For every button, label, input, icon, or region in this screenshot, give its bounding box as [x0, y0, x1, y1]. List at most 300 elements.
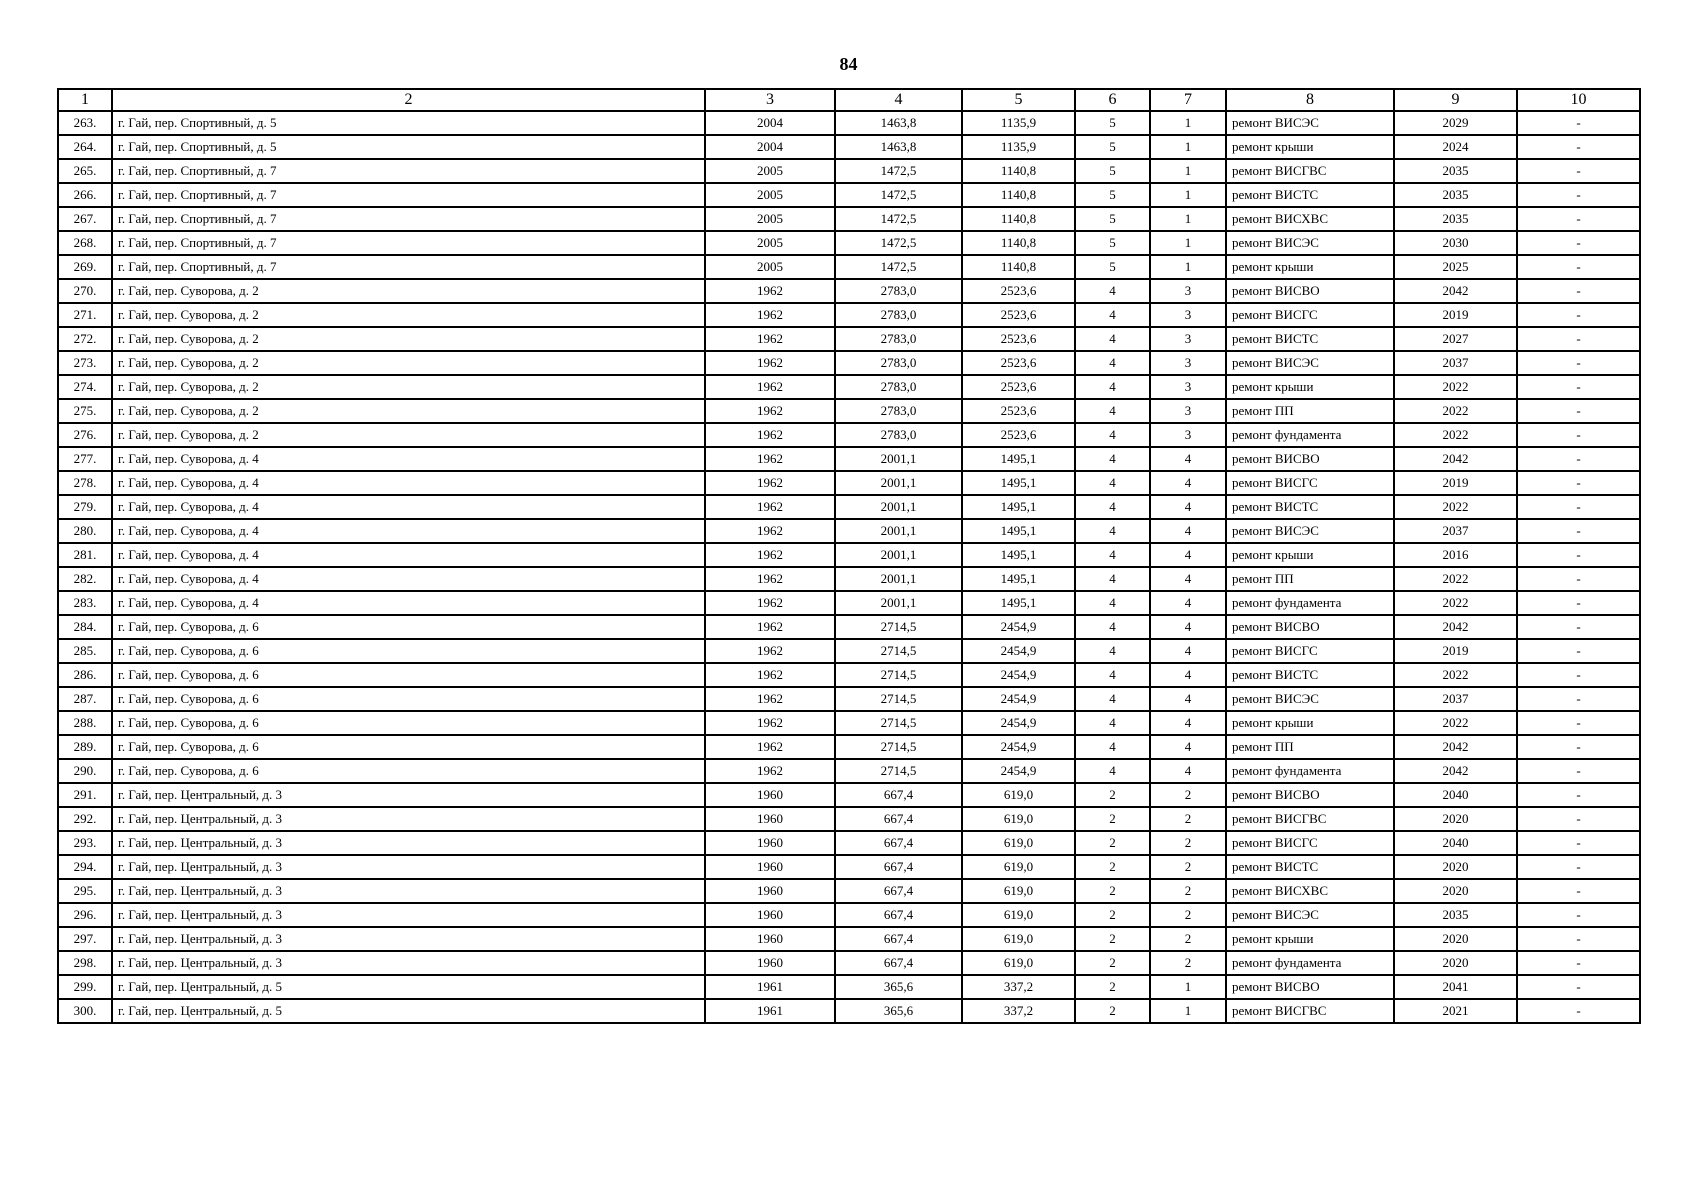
- row-number-cell: 291.: [58, 783, 112, 807]
- build-year-cell: 1960: [705, 783, 835, 807]
- entrances-cell: 4: [1150, 663, 1226, 687]
- work-type-cell: ремонт ВИСВО: [1226, 615, 1394, 639]
- work-type-cell: ремонт ВИСГС: [1226, 639, 1394, 663]
- floors-cell: 5: [1075, 255, 1150, 279]
- build-year-cell: 1962: [705, 687, 835, 711]
- repair-year-cell: 2042: [1394, 615, 1517, 639]
- entrances-cell: 1: [1150, 207, 1226, 231]
- floors-cell: 2: [1075, 975, 1150, 999]
- repair-year-cell: 2022: [1394, 567, 1517, 591]
- entrances-cell: 3: [1150, 303, 1226, 327]
- floors-cell: 4: [1075, 543, 1150, 567]
- living-area-cell: 1140,8: [962, 231, 1075, 255]
- repair-year-cell: 2022: [1394, 663, 1517, 687]
- table-row: [58, 447, 1640, 471]
- table-row: [58, 663, 1640, 687]
- row-number-cell: 266.: [58, 183, 112, 207]
- note-cell: -: [1517, 111, 1640, 135]
- build-year-cell: 1962: [705, 399, 835, 423]
- column-header: 8: [1226, 89, 1394, 111]
- repair-year-cell: 2041: [1394, 975, 1517, 999]
- note-cell: -: [1517, 927, 1640, 951]
- note-cell: -: [1517, 519, 1640, 543]
- repair-year-cell: 2019: [1394, 639, 1517, 663]
- living-area-cell: 2523,6: [962, 327, 1075, 351]
- note-cell: -: [1517, 351, 1640, 375]
- floors-cell: 4: [1075, 663, 1150, 687]
- living-area-cell: 619,0: [962, 879, 1075, 903]
- row-number-cell: 284.: [58, 615, 112, 639]
- table-row: [58, 471, 1640, 495]
- living-area-cell: 2523,6: [962, 279, 1075, 303]
- build-year-cell: 1962: [705, 279, 835, 303]
- total-area-cell: 365,6: [835, 999, 962, 1023]
- table-row: [58, 303, 1640, 327]
- entrances-cell: 4: [1150, 759, 1226, 783]
- total-area-cell: 2714,5: [835, 687, 962, 711]
- total-area-cell: 1472,5: [835, 183, 962, 207]
- work-type-cell: ремонт ПП: [1226, 735, 1394, 759]
- total-area-cell: 667,4: [835, 807, 962, 831]
- note-cell: -: [1517, 423, 1640, 447]
- address-cell: г. Гай, пер. Суворова, д. 4: [112, 591, 705, 615]
- build-year-cell: 1961: [705, 999, 835, 1023]
- total-area-cell: 2714,5: [835, 759, 962, 783]
- row-number-cell: 269.: [58, 255, 112, 279]
- entrances-cell: 4: [1150, 735, 1226, 759]
- repair-year-cell: 2020: [1394, 855, 1517, 879]
- table-row: [58, 519, 1640, 543]
- note-cell: -: [1517, 903, 1640, 927]
- build-year-cell: 1960: [705, 807, 835, 831]
- address-cell: г. Гай, пер. Спортивный, д. 7: [112, 255, 705, 279]
- build-year-cell: 1962: [705, 303, 835, 327]
- column-header: 2: [112, 89, 705, 111]
- row-number-cell: 282.: [58, 567, 112, 591]
- work-type-cell: ремонт ВИСГВС: [1226, 999, 1394, 1023]
- entrances-cell: 3: [1150, 351, 1226, 375]
- build-year-cell: 1962: [705, 759, 835, 783]
- note-cell: -: [1517, 663, 1640, 687]
- entrances-cell: 1: [1150, 135, 1226, 159]
- table-body: [58, 111, 1640, 1023]
- address-cell: г. Гай, пер. Спортивный, д. 7: [112, 183, 705, 207]
- total-area-cell: 2783,0: [835, 351, 962, 375]
- note-cell: -: [1517, 543, 1640, 567]
- table-row: [58, 399, 1640, 423]
- address-cell: г. Гай, пер. Суворова, д. 2: [112, 399, 705, 423]
- address-cell: г. Гай, пер. Суворова, д. 2: [112, 327, 705, 351]
- repair-year-cell: 2035: [1394, 207, 1517, 231]
- note-cell: -: [1517, 615, 1640, 639]
- note-cell: -: [1517, 855, 1640, 879]
- total-area-cell: 2783,0: [835, 399, 962, 423]
- build-year-cell: 2005: [705, 159, 835, 183]
- entrances-cell: 4: [1150, 639, 1226, 663]
- address-cell: г. Гай, пер. Суворова, д. 6: [112, 639, 705, 663]
- row-number-cell: 298.: [58, 951, 112, 975]
- note-cell: -: [1517, 951, 1640, 975]
- total-area-cell: 1472,5: [835, 207, 962, 231]
- row-number-cell: 265.: [58, 159, 112, 183]
- note-cell: -: [1517, 303, 1640, 327]
- work-type-cell: ремонт ВИСЭС: [1226, 111, 1394, 135]
- floors-cell: 2: [1075, 999, 1150, 1023]
- entrances-cell: 1: [1150, 159, 1226, 183]
- entrances-cell: 1: [1150, 975, 1226, 999]
- table-row: [58, 759, 1640, 783]
- row-number-cell: 283.: [58, 591, 112, 615]
- repair-year-cell: 2035: [1394, 903, 1517, 927]
- row-number-cell: 272.: [58, 327, 112, 351]
- table-row: [58, 831, 1640, 855]
- repair-year-cell: 2040: [1394, 783, 1517, 807]
- entrances-cell: 4: [1150, 447, 1226, 471]
- repair-year-cell: 2022: [1394, 423, 1517, 447]
- note-cell: -: [1517, 207, 1640, 231]
- total-area-cell: 1472,5: [835, 159, 962, 183]
- address-cell: г. Гай, пер. Суворова, д. 6: [112, 615, 705, 639]
- work-type-cell: ремонт ВИСЭС: [1226, 231, 1394, 255]
- floors-cell: 4: [1075, 735, 1150, 759]
- table-row: [58, 567, 1640, 591]
- repair-year-cell: 2027: [1394, 327, 1517, 351]
- floors-cell: 4: [1075, 711, 1150, 735]
- repair-year-cell: 2024: [1394, 135, 1517, 159]
- build-year-cell: 1962: [705, 495, 835, 519]
- repair-year-cell: 2022: [1394, 711, 1517, 735]
- floors-cell: 4: [1075, 567, 1150, 591]
- row-number-cell: 287.: [58, 687, 112, 711]
- build-year-cell: 1962: [705, 519, 835, 543]
- note-cell: -: [1517, 447, 1640, 471]
- repair-year-cell: 2042: [1394, 759, 1517, 783]
- entrances-cell: 3: [1150, 375, 1226, 399]
- build-year-cell: 1960: [705, 903, 835, 927]
- living-area-cell: 1140,8: [962, 207, 1075, 231]
- living-area-cell: 619,0: [962, 807, 1075, 831]
- note-cell: -: [1517, 495, 1640, 519]
- work-type-cell: ремонт ВИСЭС: [1226, 687, 1394, 711]
- row-number-cell: 280.: [58, 519, 112, 543]
- living-area-cell: 1135,9: [962, 135, 1075, 159]
- living-area-cell: 2523,6: [962, 303, 1075, 327]
- floors-cell: 2: [1075, 807, 1150, 831]
- floors-cell: 5: [1075, 231, 1150, 255]
- address-cell: г. Гай, пер. Спортивный, д. 5: [112, 111, 705, 135]
- total-area-cell: 2783,0: [835, 303, 962, 327]
- row-number-cell: 264.: [58, 135, 112, 159]
- repair-year-cell: 2019: [1394, 303, 1517, 327]
- table-row: [58, 327, 1640, 351]
- repair-year-cell: 2037: [1394, 519, 1517, 543]
- build-year-cell: 1962: [705, 543, 835, 567]
- entrances-cell: 3: [1150, 279, 1226, 303]
- living-area-cell: 1140,8: [962, 159, 1075, 183]
- living-area-cell: 619,0: [962, 783, 1075, 807]
- entrances-cell: 2: [1150, 855, 1226, 879]
- total-area-cell: 667,4: [835, 831, 962, 855]
- floors-cell: 4: [1075, 591, 1150, 615]
- note-cell: -: [1517, 711, 1640, 735]
- work-type-cell: ремонт ВИСХВС: [1226, 879, 1394, 903]
- build-year-cell: 1962: [705, 711, 835, 735]
- living-area-cell: 1495,1: [962, 543, 1075, 567]
- note-cell: -: [1517, 975, 1640, 999]
- work-type-cell: ремонт ВИСВО: [1226, 447, 1394, 471]
- repair-schedule-table: [57, 88, 1641, 1024]
- living-area-cell: 337,2: [962, 975, 1075, 999]
- repair-year-cell: 2025: [1394, 255, 1517, 279]
- table-row: [58, 903, 1640, 927]
- living-area-cell: 619,0: [962, 903, 1075, 927]
- work-type-cell: ремонт ВИСЭС: [1226, 519, 1394, 543]
- work-type-cell: ремонт крыши: [1226, 135, 1394, 159]
- repair-year-cell: 2020: [1394, 927, 1517, 951]
- repair-year-cell: 2020: [1394, 807, 1517, 831]
- build-year-cell: 1962: [705, 663, 835, 687]
- repair-year-cell: 2035: [1394, 159, 1517, 183]
- floors-cell: 4: [1075, 423, 1150, 447]
- row-number-cell: 294.: [58, 855, 112, 879]
- address-cell: г. Гай, пер. Суворова, д. 2: [112, 303, 705, 327]
- total-area-cell: 2783,0: [835, 279, 962, 303]
- total-area-cell: 2001,1: [835, 471, 962, 495]
- living-area-cell: 1135,9: [962, 111, 1075, 135]
- floors-cell: 5: [1075, 207, 1150, 231]
- build-year-cell: 1962: [705, 423, 835, 447]
- repair-year-cell: 2042: [1394, 735, 1517, 759]
- row-number-cell: 293.: [58, 831, 112, 855]
- work-type-cell: ремонт ВИСВО: [1226, 975, 1394, 999]
- column-header: 7: [1150, 89, 1226, 111]
- address-cell: г. Гай, пер. Центральный, д. 3: [112, 879, 705, 903]
- living-area-cell: 2454,9: [962, 759, 1075, 783]
- floors-cell: 4: [1075, 687, 1150, 711]
- floors-cell: 5: [1075, 183, 1150, 207]
- repair-year-cell: 2040: [1394, 831, 1517, 855]
- table-row: [58, 135, 1640, 159]
- total-area-cell: 2001,1: [835, 447, 962, 471]
- table-row: [58, 591, 1640, 615]
- total-area-cell: 1463,8: [835, 135, 962, 159]
- table-row: [58, 615, 1640, 639]
- note-cell: -: [1517, 255, 1640, 279]
- work-type-cell: ремонт ВИСТС: [1226, 183, 1394, 207]
- address-cell: г. Гай, пер. Суворова, д. 6: [112, 735, 705, 759]
- table-row: [58, 855, 1640, 879]
- address-cell: г. Гай, пер. Центральный, д. 3: [112, 831, 705, 855]
- floors-cell: 4: [1075, 351, 1150, 375]
- living-area-cell: 619,0: [962, 831, 1075, 855]
- column-header: 10: [1517, 89, 1640, 111]
- floors-cell: 4: [1075, 279, 1150, 303]
- entrances-cell: 2: [1150, 879, 1226, 903]
- address-cell: г. Гай, пер. Суворова, д. 6: [112, 663, 705, 687]
- table-row: [58, 783, 1640, 807]
- entrances-cell: 1: [1150, 999, 1226, 1023]
- table-row: [58, 375, 1640, 399]
- row-number-cell: 263.: [58, 111, 112, 135]
- total-area-cell: 2783,0: [835, 375, 962, 399]
- row-number-cell: 285.: [58, 639, 112, 663]
- build-year-cell: 1962: [705, 567, 835, 591]
- build-year-cell: 1962: [705, 327, 835, 351]
- address-cell: г. Гай, пер. Спортивный, д. 7: [112, 207, 705, 231]
- column-header: 6: [1075, 89, 1150, 111]
- note-cell: -: [1517, 759, 1640, 783]
- work-type-cell: ремонт крыши: [1226, 543, 1394, 567]
- total-area-cell: 667,4: [835, 951, 962, 975]
- address-cell: г. Гай, пер. Центральный, д. 3: [112, 807, 705, 831]
- row-number-cell: 296.: [58, 903, 112, 927]
- row-number-cell: 292.: [58, 807, 112, 831]
- note-cell: -: [1517, 639, 1640, 663]
- floors-cell: 4: [1075, 375, 1150, 399]
- row-number-cell: 279.: [58, 495, 112, 519]
- address-cell: г. Гай, пер. Суворова, д. 2: [112, 423, 705, 447]
- repair-year-cell: 2029: [1394, 111, 1517, 135]
- row-number-cell: 276.: [58, 423, 112, 447]
- build-year-cell: 1962: [705, 375, 835, 399]
- row-number-cell: 267.: [58, 207, 112, 231]
- entrances-cell: 4: [1150, 591, 1226, 615]
- entrances-cell: 2: [1150, 807, 1226, 831]
- row-number-cell: 299.: [58, 975, 112, 999]
- row-number-cell: 274.: [58, 375, 112, 399]
- floors-cell: 2: [1075, 783, 1150, 807]
- address-cell: г. Гай, пер. Суворова, д. 4: [112, 567, 705, 591]
- living-area-cell: 2454,9: [962, 687, 1075, 711]
- repair-year-cell: 2022: [1394, 495, 1517, 519]
- entrances-cell: 2: [1150, 951, 1226, 975]
- table-row: [58, 999, 1640, 1023]
- row-number-cell: 275.: [58, 399, 112, 423]
- floors-cell: 2: [1075, 855, 1150, 879]
- address-cell: г. Гай, пер. Суворова, д. 2: [112, 351, 705, 375]
- floors-cell: 5: [1075, 159, 1150, 183]
- work-type-cell: ремонт ВИСГС: [1226, 831, 1394, 855]
- row-number-cell: 297.: [58, 927, 112, 951]
- living-area-cell: 1140,8: [962, 183, 1075, 207]
- repair-year-cell: 2019: [1394, 471, 1517, 495]
- build-year-cell: 2005: [705, 207, 835, 231]
- note-cell: -: [1517, 135, 1640, 159]
- living-area-cell: 2523,6: [962, 423, 1075, 447]
- row-number-cell: 281.: [58, 543, 112, 567]
- note-cell: -: [1517, 279, 1640, 303]
- total-area-cell: 2714,5: [835, 735, 962, 759]
- table-row: [58, 423, 1640, 447]
- build-year-cell: 1960: [705, 951, 835, 975]
- table-header-row: [58, 89, 1640, 111]
- note-cell: -: [1517, 183, 1640, 207]
- note-cell: -: [1517, 879, 1640, 903]
- note-cell: -: [1517, 783, 1640, 807]
- entrances-cell: 3: [1150, 399, 1226, 423]
- row-number-cell: 273.: [58, 351, 112, 375]
- repair-year-cell: 2020: [1394, 879, 1517, 903]
- repair-year-cell: 2037: [1394, 351, 1517, 375]
- living-area-cell: 1140,8: [962, 255, 1075, 279]
- address-cell: г. Гай, пер. Центральный, д. 5: [112, 975, 705, 999]
- entrances-cell: 3: [1150, 327, 1226, 351]
- table-row: [58, 879, 1640, 903]
- address-cell: г. Гай, пер. Центральный, д. 5: [112, 999, 705, 1023]
- entrances-cell: 2: [1150, 831, 1226, 855]
- table-row: [58, 351, 1640, 375]
- living-area-cell: 1495,1: [962, 447, 1075, 471]
- note-cell: -: [1517, 831, 1640, 855]
- table-row: [58, 807, 1640, 831]
- column-header: 5: [962, 89, 1075, 111]
- row-number-cell: 271.: [58, 303, 112, 327]
- address-cell: г. Гай, пер. Суворова, д. 4: [112, 519, 705, 543]
- note-cell: -: [1517, 159, 1640, 183]
- column-header: 4: [835, 89, 962, 111]
- address-cell: г. Гай, пер. Суворова, д. 4: [112, 495, 705, 519]
- floors-cell: 4: [1075, 399, 1150, 423]
- repair-year-cell: 2022: [1394, 399, 1517, 423]
- build-year-cell: 1962: [705, 591, 835, 615]
- total-area-cell: 1463,8: [835, 111, 962, 135]
- address-cell: г. Гай, пер. Центральный, д. 3: [112, 855, 705, 879]
- build-year-cell: 2005: [705, 231, 835, 255]
- living-area-cell: 2523,6: [962, 351, 1075, 375]
- floors-cell: 4: [1075, 615, 1150, 639]
- note-cell: -: [1517, 399, 1640, 423]
- living-area-cell: 1495,1: [962, 591, 1075, 615]
- address-cell: г. Гай, пер. Суворова, д. 4: [112, 543, 705, 567]
- floors-cell: 4: [1075, 495, 1150, 519]
- note-cell: -: [1517, 375, 1640, 399]
- column-header: 9: [1394, 89, 1517, 111]
- row-number-cell: 300.: [58, 999, 112, 1023]
- build-year-cell: 1960: [705, 855, 835, 879]
- repair-year-cell: 2037: [1394, 687, 1517, 711]
- entrances-cell: 2: [1150, 783, 1226, 807]
- work-type-cell: ремонт ВИСГС: [1226, 471, 1394, 495]
- living-area-cell: 337,2: [962, 999, 1075, 1023]
- address-cell: г. Гай, пер. Спортивный, д. 5: [112, 135, 705, 159]
- entrances-cell: 2: [1150, 903, 1226, 927]
- living-area-cell: 619,0: [962, 951, 1075, 975]
- work-type-cell: ремонт крыши: [1226, 375, 1394, 399]
- row-number-cell: 270.: [58, 279, 112, 303]
- living-area-cell: 2523,6: [962, 399, 1075, 423]
- build-year-cell: 1960: [705, 831, 835, 855]
- work-type-cell: ремонт ВИСГС: [1226, 303, 1394, 327]
- table-row: [58, 951, 1640, 975]
- table-row: [58, 711, 1640, 735]
- build-year-cell: 1962: [705, 735, 835, 759]
- total-area-cell: 2783,0: [835, 327, 962, 351]
- table-row: [58, 543, 1640, 567]
- total-area-cell: 2714,5: [835, 663, 962, 687]
- build-year-cell: 2004: [705, 111, 835, 135]
- work-type-cell: ремонт фундамента: [1226, 951, 1394, 975]
- work-type-cell: ремонт крыши: [1226, 927, 1394, 951]
- work-type-cell: ремонт ВИСЭС: [1226, 351, 1394, 375]
- row-number-cell: 289.: [58, 735, 112, 759]
- note-cell: -: [1517, 735, 1640, 759]
- work-type-cell: ремонт ВИСЭС: [1226, 903, 1394, 927]
- row-number-cell: 290.: [58, 759, 112, 783]
- total-area-cell: 2714,5: [835, 639, 962, 663]
- address-cell: г. Гай, пер. Суворова, д. 4: [112, 471, 705, 495]
- work-type-cell: ремонт фундамента: [1226, 423, 1394, 447]
- entrances-cell: 1: [1150, 231, 1226, 255]
